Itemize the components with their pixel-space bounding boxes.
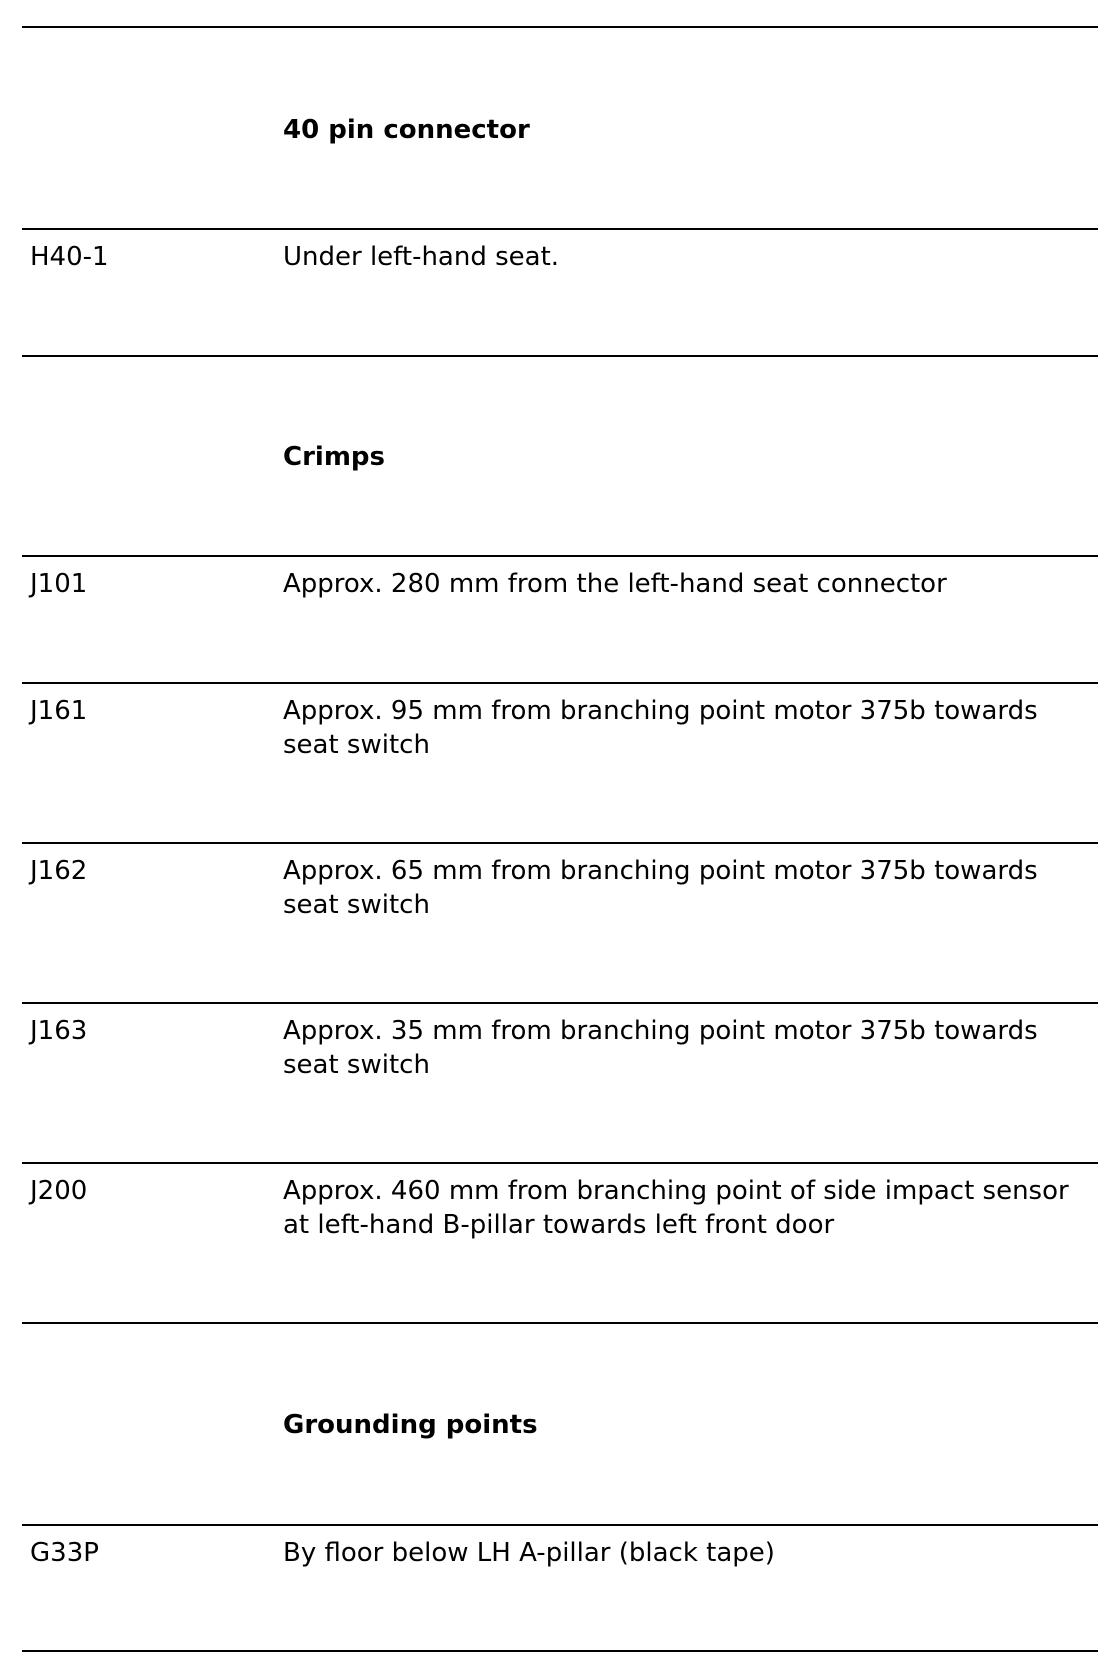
table-rule [22, 1002, 1098, 1004]
row-description-j162: Approx. 65 mm from branching point motor 375b towards seat switch [283, 856, 1038, 920]
table-rule [22, 682, 1098, 684]
row-description-j200: Approx. 460 mm from branching point of side impact sensor at left-hand B-pillar towards left front door [283, 1176, 1069, 1240]
row-description-j163: Approx. 35 mm from branching point motor 375b towards seat switch [283, 1016, 1038, 1080]
row-description-g33p: By floor below LH A-pillar (black tape) [283, 1538, 775, 1568]
table-rule [22, 26, 1098, 28]
row-code-j161: J161 [30, 696, 88, 726]
section-heading-grounding-points: Grounding points [283, 1410, 538, 1440]
table-rule [22, 1524, 1098, 1526]
table-rule [22, 555, 1098, 557]
section-heading-40-pin-connector: 40 pin connector [283, 115, 530, 145]
row-description-j161: Approx. 95 mm from branching point motor 375b towards seat switch [283, 696, 1038, 760]
row-description-h40-1: Under left-hand seat. [283, 242, 560, 272]
row-code-h40-1: H40-1 [30, 242, 109, 272]
table-rule [22, 355, 1098, 357]
row-code-j162: J162 [30, 856, 88, 886]
row-code-j200: J200 [30, 1176, 88, 1206]
table-rule [22, 1650, 1098, 1652]
row-description-j101: Approx. 280 mm from the left-hand seat connector [283, 569, 947, 599]
row-code-j101: J101 [30, 569, 88, 599]
section-heading-crimps: Crimps [283, 442, 385, 472]
table-rule [22, 1162, 1098, 1164]
row-code-j163: J163 [30, 1016, 88, 1046]
table-rule [22, 1322, 1098, 1324]
row-code-g33p: G33P [30, 1538, 99, 1568]
table-rule [22, 842, 1098, 844]
table-rule [22, 228, 1098, 230]
